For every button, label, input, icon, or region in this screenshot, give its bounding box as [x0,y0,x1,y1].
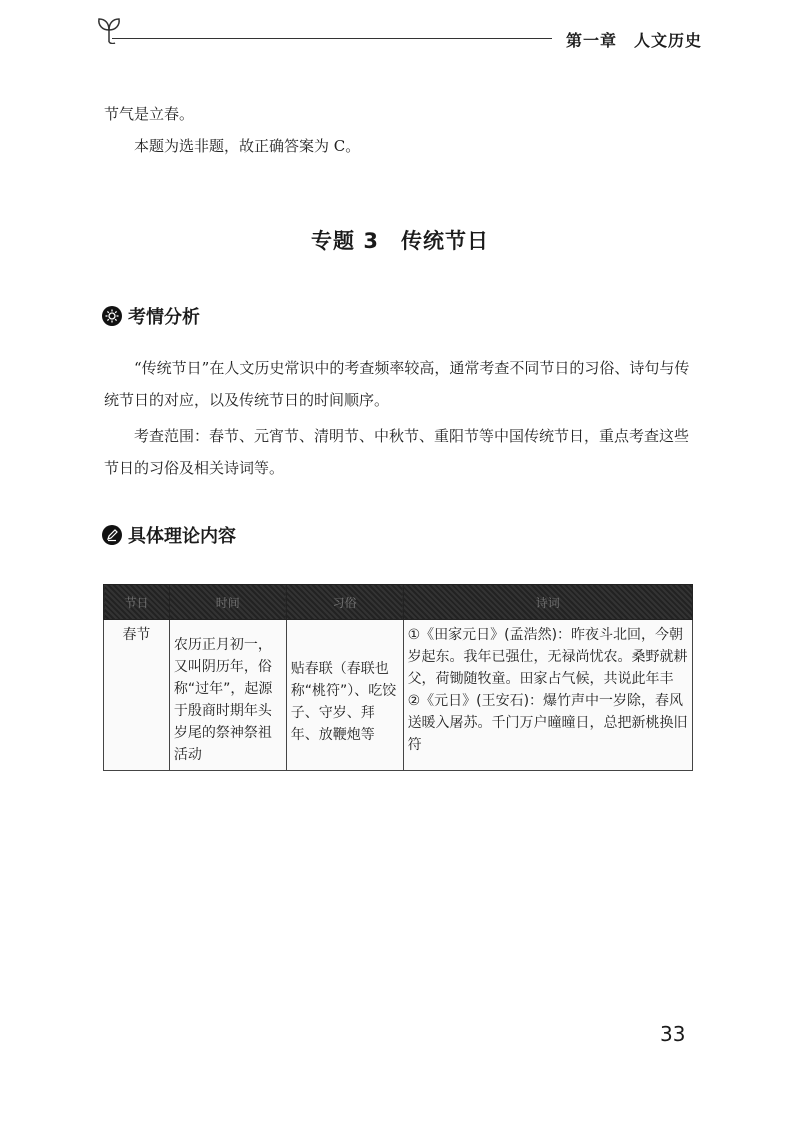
section-theory-title: 具体理论内容 [128,526,236,547]
header-poems: 诗词 [403,585,692,620]
section-analysis-heading [102,303,200,329]
header-festival: 节日 [104,585,170,620]
chapter-label: 第一章 人文历史 [566,31,703,50]
analysis-paragraph-2: 考查范围：春节、元宵节、清明节、中秋节、重阳节等中国传统节日，重点考查这些节日的习俗及相关诗词等。 [104,427,690,477]
festival-poems [403,620,692,771]
intro-line-1: 节气是立春。 [104,105,195,123]
table-header-row [104,585,693,620]
section-theory-heading [102,522,236,548]
intro-line-2: 本题为选非题，故正确答案为 C。 [134,137,361,155]
sprout-icon [96,14,122,44]
header-rule [112,38,552,39]
pencil-icon [102,525,122,545]
sun-icon [102,306,122,326]
poem-1: ①《田家元日》(孟浩然)：昨夜斗北回，今朝岁起东。我年已强仕，无禄尚忧农。桑野就耕父，荷锄随牧童。田家占气候，共说此年丰 [407,627,688,687]
table-row [104,620,693,771]
poem-2: ②《元日》(王安石)：爆竹声中一岁除，春风送暖入屠苏。千门万户曈曈日，总把新桃换旧符 [407,693,688,753]
festival-name: 春节 [104,620,170,771]
header-customs: 习俗 [286,585,403,620]
topic-title: 专题 3 传统节日 [311,229,489,253]
header-time: 时间 [169,585,286,620]
analysis-paragraph-1: “传统节日”在人文历史常识中的考查频率较高，通常考查不同节日的习俗、诗句与传统节日的对应，以及传统节日的时间顺序。 [104,359,690,409]
festival-customs: 贴春联（春联也称“桃符”）、吃饺子、守岁、拜年、放鞭炮等 [286,620,403,771]
section-analysis-title: 考情分析 [128,307,200,328]
festival-time: 农历正月初一，又叫阴历年，俗称“过年”，起源于殷商时期年头岁尾的祭神祭祖活动 [169,620,286,771]
festival-table [103,584,693,771]
page-number: 33 [660,1022,686,1046]
